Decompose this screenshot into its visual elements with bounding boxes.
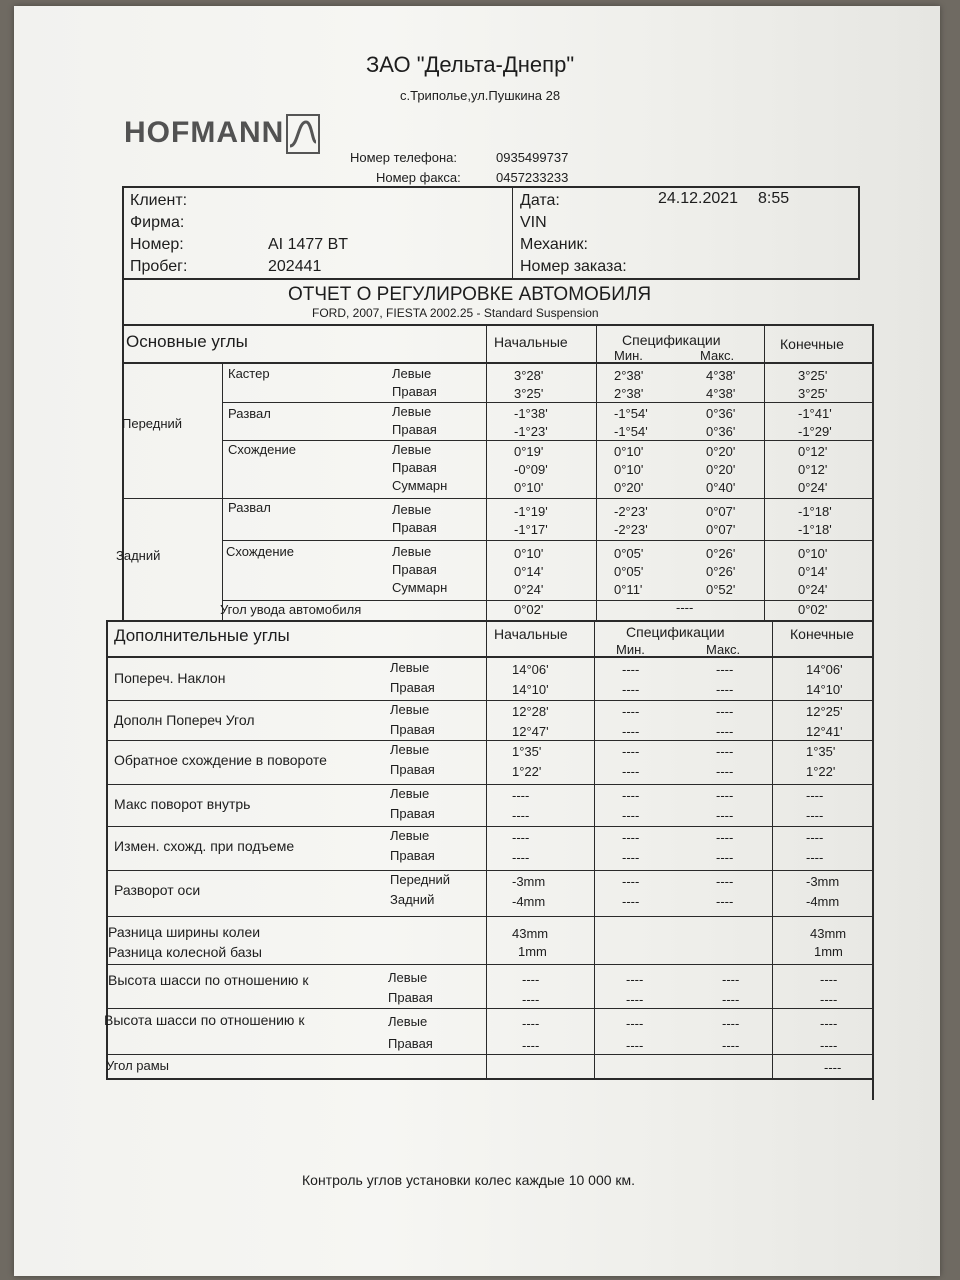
hofmann-logo: HOFMANN [124, 116, 285, 149]
extra-left-border [106, 620, 108, 1080]
box-top-border [122, 186, 860, 188]
extra-final-value: 12°41' [806, 724, 843, 739]
col-group-right [222, 362, 223, 620]
footer-note: Контроль углов установки колес каждые 10 000 км. [302, 1172, 636, 1188]
extra-bottom [106, 1078, 874, 1080]
extra-min-dash: ---- [622, 850, 640, 865]
col-initial-left [486, 324, 487, 620]
final-value: -1°29' [798, 424, 832, 439]
chassis-divider [106, 1008, 874, 1009]
extra-side-label: Левые [390, 660, 430, 675]
track-divider-bottom [106, 964, 874, 965]
min-value: -1°54' [614, 424, 648, 439]
extra-top [106, 620, 874, 622]
extra-side-label: Задний [390, 892, 435, 907]
chassis-height-2-label: Высота шасси по отношению к [104, 1012, 305, 1028]
extra-side-label: Правая [390, 806, 435, 821]
extra-col-min-header: Мин. [616, 642, 645, 657]
chassis-final-dash: ---- [820, 1016, 838, 1031]
max-value: 0°20' [706, 462, 736, 477]
track-width-final: 43mm [810, 926, 847, 941]
row-side-label: Левые [392, 442, 432, 457]
final-value: 0°14' [798, 564, 828, 579]
min-value: -2°23' [614, 504, 648, 519]
extra-min-dash: ---- [622, 704, 640, 719]
chassis-initial-dash: ---- [522, 992, 540, 1007]
col-initial-header: Начальные [494, 334, 568, 350]
wheelbase-final: 1mm [814, 944, 843, 959]
extra-row-label: Измен. схожд. при подъеме [114, 838, 295, 854]
extra-min-dash: ---- [622, 724, 640, 739]
initial-value: 0°24' [514, 582, 544, 597]
chassis-height-2-right: Правая [388, 1036, 433, 1051]
min-value: 0°05' [614, 546, 644, 561]
track-width-label: Разница ширины колеи [108, 924, 261, 940]
front-rear-divider [122, 498, 874, 499]
col-final-header: Конечные [780, 336, 844, 352]
chassis-spec-dash: ---- [626, 972, 644, 987]
extra-max-dash: ---- [716, 808, 734, 823]
extra-max-dash: ---- [716, 744, 734, 759]
time-value: 8:55 [758, 190, 790, 207]
extra-row-label: Разворот оси [114, 882, 201, 898]
extra-final-value: ---- [806, 788, 824, 803]
extra-row-label: Обратное схождение в повороте [114, 752, 327, 768]
final-value: -1°41' [798, 406, 832, 421]
vin-label: VIN [520, 214, 547, 231]
row-side-label: Правая [392, 520, 437, 535]
initial-value: 0°14' [514, 564, 544, 579]
extra-final-value: 14°10' [806, 682, 843, 697]
caster-divider [222, 402, 874, 403]
max-value: 0°26' [706, 564, 736, 579]
max-value: 4°38' [706, 386, 736, 401]
extra-row-divider [106, 784, 874, 785]
main-left-border [122, 278, 124, 622]
extra-row-divider [106, 826, 874, 827]
initial-value: 3°28' [514, 368, 544, 383]
box-left-border [122, 186, 124, 280]
extra-col-specs-left [594, 620, 595, 1078]
fax-label: Номер факса: [376, 170, 461, 185]
extra-initial-value: -4mm [512, 894, 546, 909]
company-address: с.Триполье,ул.Пушкина 28 [400, 88, 561, 103]
max-value: 0°36' [706, 424, 736, 439]
extra-angles-title: Дополнительные углы [114, 626, 290, 645]
col-final-left [764, 324, 765, 620]
initial-value: 0°10' [514, 546, 544, 561]
extra-min-dash: ---- [622, 662, 640, 677]
chassis-initial-dash: ---- [522, 972, 540, 987]
final-value: 0°24' [798, 480, 828, 495]
final-value: 0°12' [798, 462, 828, 477]
camber-divider [222, 440, 874, 441]
row-side-label: Правая [392, 384, 437, 399]
extra-row-divider [106, 870, 874, 871]
wheelbase-initial: 1mm [518, 944, 547, 959]
min-value: 2°38' [614, 386, 644, 401]
final-value: 0°12' [798, 444, 828, 459]
extra-initial-value: 14°10' [512, 682, 549, 697]
extra-min-dash: ---- [622, 830, 640, 845]
min-value: 0°10' [614, 444, 644, 459]
front-camber-label: Развал [228, 406, 271, 421]
chassis-spec-dash: ---- [722, 992, 740, 1007]
col-min-header: Мин. [614, 348, 643, 363]
mileage-label: Пробег: [130, 258, 188, 275]
extra-row-label: Попереч. Наклон [114, 670, 226, 686]
extra-final-value: ---- [806, 850, 824, 865]
extra-initial-value: 12°28' [512, 704, 549, 719]
final-value: -1°18' [798, 522, 832, 537]
final-value: -1°18' [798, 504, 832, 519]
extra-initial-value: ---- [512, 788, 530, 803]
initial-value: 0°10' [514, 480, 544, 495]
rear-label: Задний [116, 548, 161, 563]
chassis-height-1-label: Высота шасси по отношению к [108, 972, 309, 988]
box-divider [512, 186, 513, 280]
main-angles-title: Основные углы [126, 332, 248, 351]
front-toe-label: Схождение [228, 442, 297, 457]
extra-initial-value: ---- [512, 808, 530, 823]
row-side-label: Правая [392, 422, 437, 437]
chassis-spec-dash: ---- [722, 1016, 740, 1031]
box-bottom-border [122, 278, 860, 280]
max-value: 0°52' [706, 582, 736, 597]
initial-value: 0°19' [514, 444, 544, 459]
extra-max-dash: ---- [716, 682, 734, 697]
initial-value: -1°38' [514, 406, 548, 421]
chassis-height-2-left: Левые [388, 1014, 428, 1029]
initial-value: 3°25' [514, 386, 544, 401]
extra-min-dash: ---- [622, 788, 640, 803]
extra-final-value: 1°22' [806, 764, 836, 779]
extra-row-label: Макс поворот внутрь [114, 796, 251, 812]
rear-camber-label: Развал [228, 500, 271, 515]
initial-value: -1°19' [514, 504, 548, 519]
row-side-label: Суммарн [392, 580, 448, 595]
rear-camber-divider [222, 540, 874, 541]
extra-side-label: Левые [390, 828, 430, 843]
fax-value: 0457233233 [496, 170, 569, 185]
final-value: 0°24' [798, 582, 828, 597]
company-name: ЗАО "Дельта-Днепр" [366, 52, 575, 77]
specs-dash: ---- [676, 600, 694, 615]
main-header-top [122, 324, 874, 326]
chassis-initial-dash: ---- [522, 1038, 540, 1053]
extra-max-dash: ---- [716, 764, 734, 779]
col-max-header: Макс. [700, 348, 735, 363]
extra-max-dash: ---- [716, 874, 734, 889]
firm-label: Фирма: [130, 214, 185, 231]
extra-initial-value: 1°35' [512, 744, 542, 759]
extra-side-label: Передний [390, 872, 451, 887]
extra-final-value: 14°06' [806, 662, 843, 677]
extra-max-dash: ---- [716, 830, 734, 845]
thrust-divider [222, 600, 874, 601]
extra-side-label: Правая [390, 762, 435, 777]
date-value: 24.12.2021 [658, 190, 739, 207]
track-width-initial: 43mm [512, 926, 549, 941]
chassis-height-1-left: Левые [388, 970, 428, 985]
frame-angle-label: Угол рамы [106, 1058, 170, 1073]
extra-final-value: 1°35' [806, 744, 836, 759]
extra-initial-value: 1°22' [512, 764, 542, 779]
extra-initial-value: -3mm [512, 874, 546, 889]
extra-max-dash: ---- [716, 894, 734, 909]
initial-value: -1°23' [514, 424, 548, 439]
caster-label: Кастер [228, 366, 270, 381]
extra-side-label: Правая [390, 848, 435, 863]
col-specs-left [596, 324, 597, 620]
number-label: Номер: [130, 236, 184, 253]
extra-side-label: Правая [390, 680, 435, 695]
extra-max-dash: ---- [716, 788, 734, 803]
extra-initial-value: ---- [512, 830, 530, 845]
chassis-spec-dash: ---- [626, 1038, 644, 1053]
mechanic-label: Механик: [520, 236, 588, 253]
wheelbase-label: Разница колесной базы [108, 944, 262, 960]
row-side-label: Левые [392, 366, 432, 381]
initial-value: 0°02' [514, 602, 544, 617]
extra-final-value: ---- [806, 808, 824, 823]
extra-max-dash: ---- [716, 724, 734, 739]
phone-value: 0935499737 [496, 150, 569, 165]
extra-min-dash: ---- [622, 894, 640, 909]
max-value: 0°20' [706, 444, 736, 459]
extra-min-dash: ---- [622, 744, 640, 759]
chassis-initial-dash: ---- [522, 1016, 540, 1031]
extra-header-bottom [106, 656, 874, 658]
extra-col-initial-left [486, 620, 487, 1078]
max-value: 0°07' [706, 522, 736, 537]
row-side-label: Суммарн [392, 478, 448, 493]
extra-final-value: -3mm [806, 874, 840, 889]
rear-toe-label: Схождение [226, 544, 295, 559]
max-value: 4°38' [706, 368, 736, 383]
main-header-bottom [122, 362, 874, 364]
extra-side-label: Левые [390, 742, 430, 757]
extra-col-initial-header: Начальные [494, 626, 568, 642]
number-value: AI 1477 BT [268, 236, 349, 253]
front-label: Передний [122, 416, 183, 431]
chassis-spec-dash: ---- [722, 1038, 740, 1053]
extra-row-divider [106, 700, 874, 701]
extra-final-value: -4mm [806, 894, 840, 909]
extra-col-final-left [772, 620, 773, 1078]
extra-min-dash: ---- [622, 764, 640, 779]
chassis-height-1-right: Правая [388, 990, 433, 1005]
extra-side-label: Левые [390, 786, 430, 801]
extra-side-label: Левые [390, 702, 430, 717]
extra-col-max-header: Макс. [706, 642, 741, 657]
mileage-value: 202441 [268, 258, 322, 275]
report-title: ОТЧЕТ О РЕГУЛИРОВКЕ АВТОМОБИЛЯ [288, 284, 652, 305]
row-side-label: Правая [392, 562, 437, 577]
extra-col-final-header: Конечные [790, 626, 854, 642]
final-value: 0°10' [798, 546, 828, 561]
initial-value: -0°09' [514, 462, 548, 477]
chassis-final-dash: ---- [820, 992, 838, 1007]
min-value: 0°11' [614, 582, 643, 597]
report-subtitle: FORD, 2007, FIESTA 2002.25 - Standard Suspension [312, 306, 599, 320]
extra-max-dash: ---- [716, 662, 734, 677]
extra-initial-value: 14°06' [512, 662, 549, 677]
chassis-final-dash: ---- [820, 972, 838, 987]
min-value: 0°20' [614, 480, 644, 495]
final-value: 3°25' [798, 386, 828, 401]
extra-row-label: Дополн Попереч Угол [114, 712, 255, 728]
min-value: 0°10' [614, 462, 644, 477]
extra-initial-value: ---- [512, 850, 530, 865]
extra-min-dash: ---- [622, 874, 640, 889]
row-side-label: Левые [392, 404, 432, 419]
chassis-spec-dash: ---- [626, 1016, 644, 1031]
extra-col-specs-header: Спецификации [626, 624, 725, 640]
extra-side-label: Правая [390, 722, 435, 737]
row-side-label: Левые [392, 502, 432, 517]
extra-max-dash: ---- [716, 850, 734, 865]
extra-max-dash: ---- [716, 704, 734, 719]
extra-initial-value: 12°47' [512, 724, 549, 739]
phone-label: Номер телефона: [350, 150, 457, 165]
extra-final-value: ---- [806, 830, 824, 845]
track-divider-top [106, 916, 874, 917]
min-value: -2°23' [614, 522, 648, 537]
min-value: 0°05' [614, 564, 644, 579]
max-value: 0°40' [706, 480, 736, 495]
order-label: Номер заказа: [520, 258, 627, 275]
extra-min-dash: ---- [622, 682, 640, 697]
col-specs-header: Спецификации [622, 332, 721, 348]
row-side-label: Правая [392, 460, 437, 475]
min-value: 2°38' [614, 368, 644, 383]
final-value: 3°25' [798, 368, 828, 383]
chassis-spec-dash: ---- [722, 972, 740, 987]
date-label: Дата: [520, 192, 560, 209]
max-value: 0°07' [706, 504, 736, 519]
chassis-spec-dash: ---- [626, 992, 644, 1007]
thrust-angle-label: Угол увода автомобиля [220, 602, 362, 617]
chassis-final-dash: ---- [820, 1038, 838, 1053]
row-side-label: Левые [392, 544, 432, 559]
frame-angle-final-dash: ---- [824, 1060, 842, 1075]
max-value: 0°36' [706, 406, 736, 421]
client-label: Клиент: [130, 192, 188, 209]
max-value: 0°26' [706, 546, 736, 561]
initial-value: -1°17' [514, 522, 548, 537]
frame-divider [106, 1054, 874, 1055]
extra-row-divider [106, 740, 874, 741]
min-value: -1°54' [614, 406, 648, 421]
hofmann-wave-icon [286, 114, 320, 154]
final-value: 0°02' [798, 602, 828, 617]
extra-final-value: 12°25' [806, 704, 843, 719]
box-right-border [858, 186, 860, 280]
extra-min-dash: ---- [622, 808, 640, 823]
